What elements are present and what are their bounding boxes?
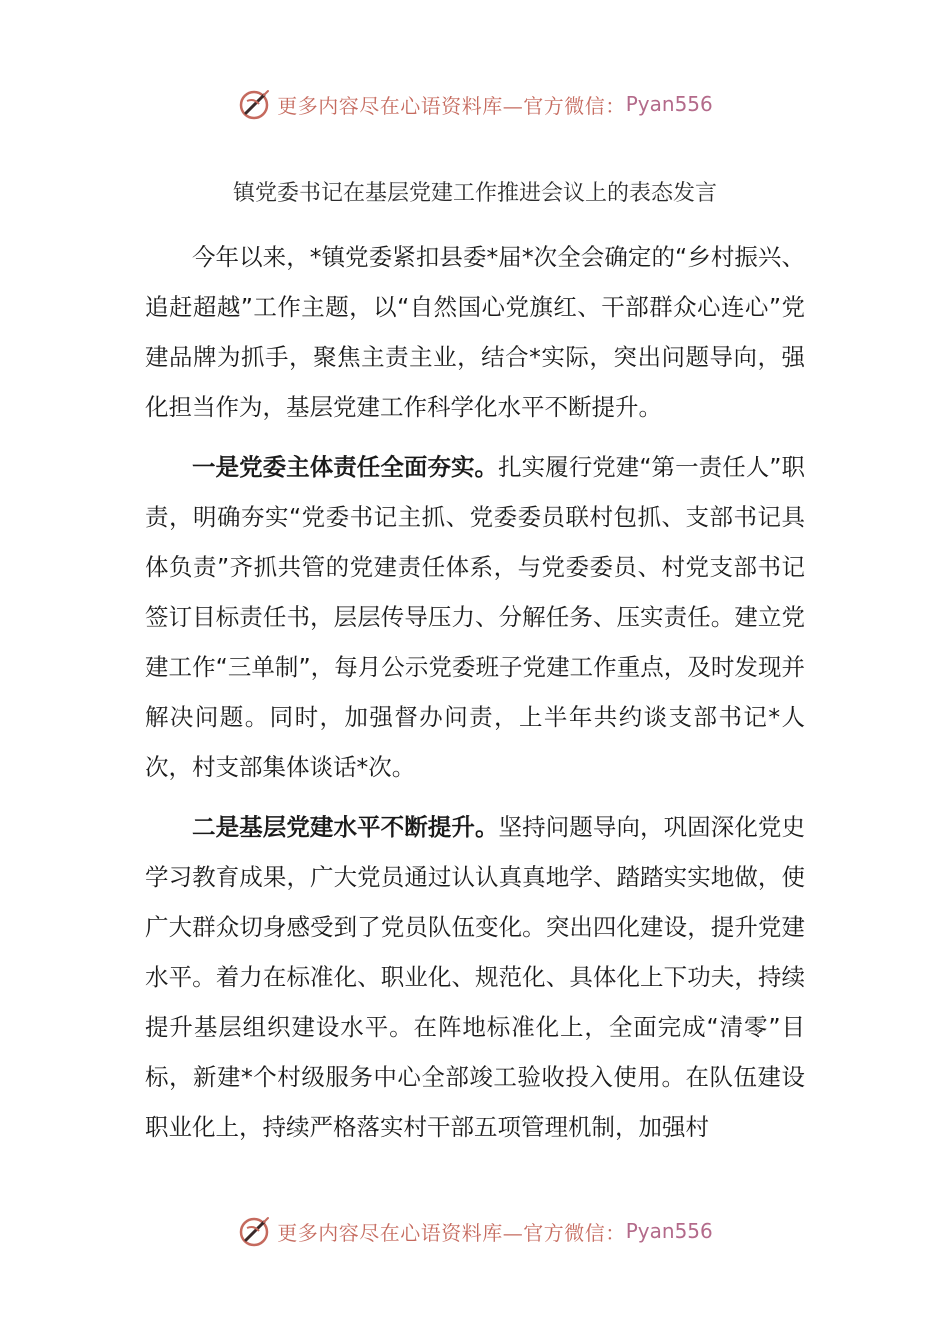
paragraph: [145, 442, 805, 792]
paragraph-text: 扎实履行党建“第一责任人”职责，明确夯实“党委书记主抓、党委委员联村包抓、支部书记具体负责”齐抓共管的党建责任体系，与党委委员、村党支部书记签订目标责任书，层层传导压力、分解任务、压实责任。建立党建工作“三单制”，每月公示党委班子党建工作重点，及时发现并解决问题。同时，加强督办问责，上半年共约谈支部书记*人次，村支部集体谈话*次。: [145, 453, 805, 781]
pen-logo-icon: [237, 1213, 273, 1249]
pen-logo-icon: [237, 86, 273, 122]
watermark-text: 更多内容尽在心语资料库—官方微信：: [277, 93, 626, 118]
document-title: 镇党委书记在基层党建工作推进会议上的表态发言: [232, 181, 717, 206]
watermark-id: Pyan556: [625, 1219, 713, 1243]
document-body: [145, 232, 805, 1162]
paragraph-lead: 二是基层党建水平不断提升。: [192, 813, 499, 841]
watermark-text: 更多内容尽在心语资料库—官方微信：: [277, 1220, 626, 1245]
paragraph-text: 坚持问题导向，巩固深化党史学习教育成果，广大党员通过认认真真地学、踏踏实实地做，使广大群众切身感受到了党员队伍变化。突出四化建设，提升党建水平。着力在标准化、职业化、规范化、具体化上下功夫，持续提升基层组织建设水平。在阵地标准化上，全面完成“清零”目标，新建*个村级服务中心全部竣工验收投入使用。在队伍建设职业化上，持续严格落实村干部五项管理机制，加强村: [145, 813, 806, 1141]
paragraph-lead: 一是党委主体责任全面夯实。: [192, 453, 499, 481]
footer-watermark: [0, 1211, 950, 1251]
paragraph: [145, 802, 805, 1152]
watermark-id: Pyan556: [625, 92, 713, 116]
paragraph-text: 今年以来，*镇党委紧扣县委*届*次全会确定的“乡村振兴、追赶超越”工作主题，以“自然国心党旗红、干部群众心连心”党建品牌为抓手，聚焦主责主业，结合*实际，突出问题导向，强化担当作为，基层党建工作科学化水平不断提升。: [145, 243, 805, 421]
header-watermark: [0, 84, 950, 124]
paragraph: [145, 232, 805, 432]
